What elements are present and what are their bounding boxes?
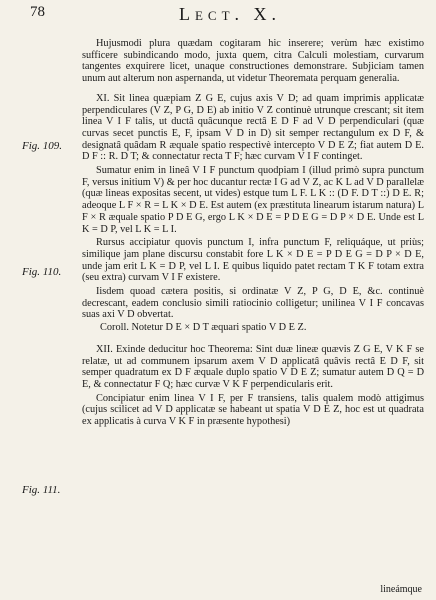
paragraph-section-xi: XI. Sit linea quæpiam Z G E, cujus axis V D; ad quam imprimis applicatæ perpendiculares (V Z, P G, D E) ab initio V Z continuè utrunque crescant; sit item linea V I F talis, ut ductâ quâcunque rectâ E D F ad V D perpendiculari (quæ curvas secet punctis E, F, ipsam V D in D) sit semper rectangulum ex D F, & designatâ quâdam R æquale spatio respectivè intercepto V D E Z; fiat autem D E. D F :: R. D T; & connectatur recta T F; hæc curvam V I F continget. bbox=[82, 92, 424, 163]
paragraph-decreasing-case: Iisdem quoad cætera positis, si ordinatæ V Z, P G, D E, &c. continuè decrescant, eadem conclusio simili ratiocinio colligetur; unilinea V I F concavas suas axi V D obvertat. bbox=[82, 286, 424, 321]
figure-label-109: Fig. 109. bbox=[22, 140, 63, 152]
corollary: Coroll. Notetur D E × D T æquari spatio V D E Z. bbox=[100, 322, 307, 334]
figure-label-111: Fig. 111. bbox=[22, 484, 61, 496]
page-header bbox=[30, 4, 430, 28]
figure-label-110: Fig. 110. bbox=[22, 266, 62, 278]
paragraph-proof-below: Rursus accipiatur quovis punctum I, infra punctum F, reliquáque, ut priùs; similique jam plane discursu constabit fore L K × D E = P D E G = D P × D E, unde jam erit L K = D P, vel L I. E quibus liquido patet rectam T K F totam extra (seu extra) curvam V I F existere. bbox=[82, 237, 424, 284]
page-number: 78 bbox=[30, 4, 45, 20]
running-title: Lect. X. bbox=[178, 4, 282, 24]
paragraph-section-xii-proof: Concipiatur enim linea V I F, per F transiens, talis qualem modò attigimus (cujus scilicet ad V D applicatæ se habeant ut spatia V D E Z, hoc est ut quadrata ex applicatis à curva V K F in præsente hypothesi) bbox=[82, 392, 424, 428]
catchword: lineámque bbox=[380, 584, 422, 595]
paragraph-proof-above: Sumatur enim in lineâ V I F punctum quodpiam I (illud primò supra punctum F, versus initium V) & per hoc ducantur rectæ I G ad V Z, ac K L ad V D parallelæ (quæ lineas expositas secent, ut vides) estque tum L F. L K :: (D F. D T ::) D E. R; adeoque L F × R = L K × D E. Est autem (ex præstituta linearum istarum natura) L F × R æquale spatio P D E G, ergo L K × D E = P D E G = D P × D E. Unde est L K = D P, vel L K = L I. bbox=[82, 165, 424, 235]
paragraph-intro: Hujusmodi plura quædam cogitaram hic inserere; verùm hæc existimo sufficere subindicando modo, juxta quem, citra Calculi molestiam, curvarum tangentes exquirere licet, unaque constructiones demonstrare. Subjiciam tamen unum aut alterum non aspernanda, ut videtur Theoremata perquam generalia. bbox=[82, 38, 424, 85]
paragraph-section-xii: XII. Exinde deducitur hoc Theorema: Sint duæ lineæ quævis Z G E, V K F se relatæ, ut ad communem ipsarum axem V D applicatâ quâvis rectâ E D F, sit semper quadratum ex D F æquale duplo spatio V D E Z; sumatur autem D Q = D E, & connectatur F Q; hæc curvæ V K F perpendicularis erit. bbox=[82, 343, 424, 390]
body-text bbox=[82, 38, 424, 430]
